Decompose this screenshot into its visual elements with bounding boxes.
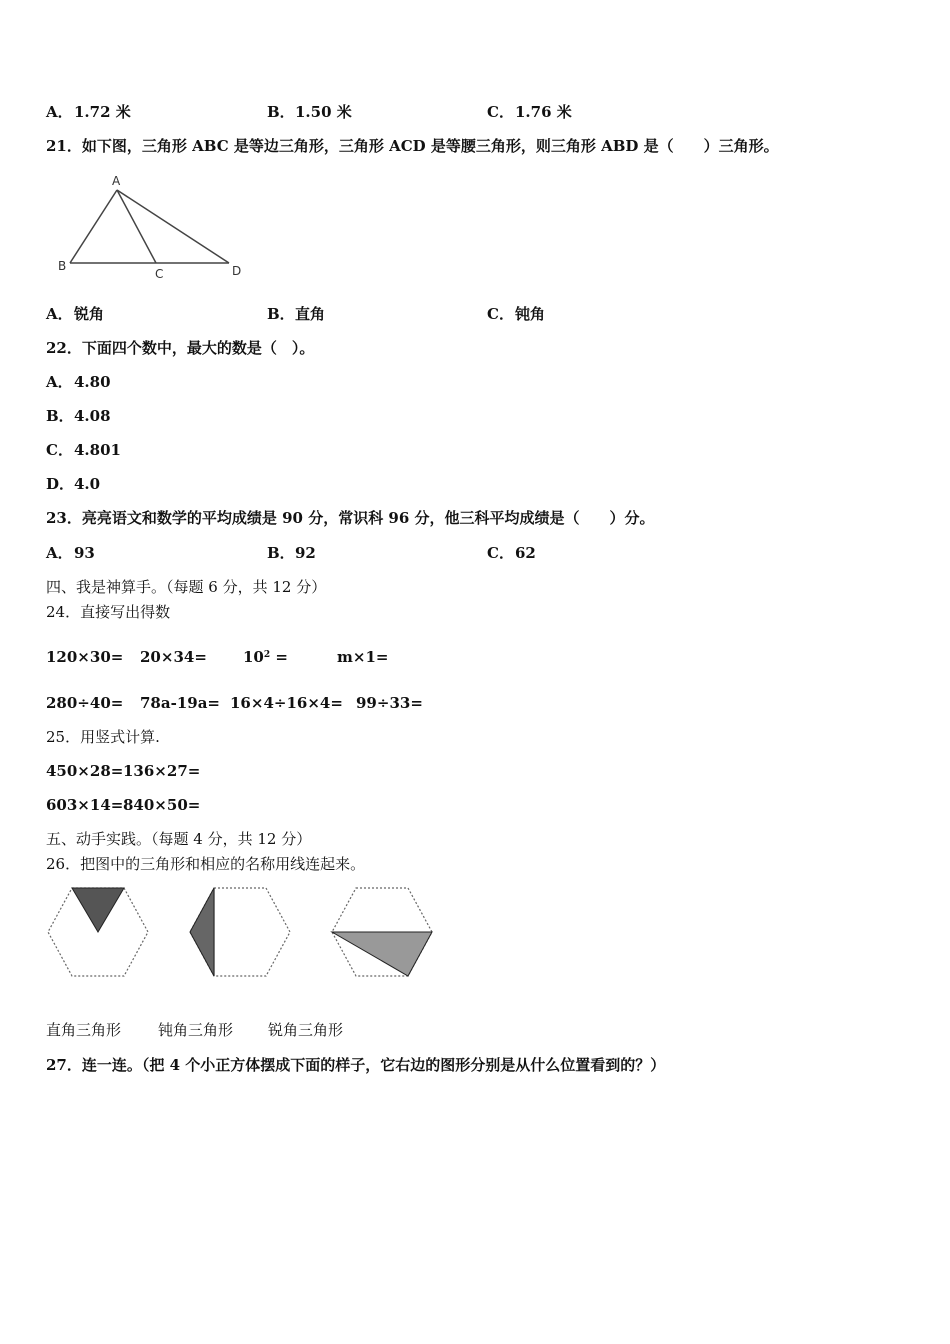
q23-option-b[interactable] (267, 543, 316, 563)
calc-item: 840×50= (123, 796, 201, 814)
q25-question: 25．用竖式计算. (46, 728, 160, 746)
q22-option-b[interactable] (46, 406, 111, 426)
calc-item: 136×27= (123, 762, 201, 780)
q21-option-b[interactable] (267, 304, 325, 324)
option-label: C． (46, 441, 73, 459)
q26-question: 26．把图中的三角形和相应的名称用线连起来。 (46, 855, 366, 873)
vertex-label-a: A (112, 174, 121, 188)
segment-ac (117, 190, 156, 263)
option-text: 62 (515, 544, 536, 562)
power-equals: = (270, 648, 288, 666)
segment-ad (117, 190, 229, 263)
option-label: A． (46, 544, 73, 562)
option-label: B． (46, 407, 74, 425)
option-label: A． (46, 373, 73, 391)
calc-item: 450×28= (46, 762, 124, 780)
q22-question: 22．下面四个数中，最大的数是（ ）。 (46, 339, 315, 357)
option-text: 直角 (295, 305, 326, 323)
q22-option-d[interactable] (46, 474, 100, 494)
q21-question: 21．如下图，三角形 ABC 是等边三角形，三角形 ACD 是等腰三角形，则三角形 ABD 是（ ）三角形。 (46, 137, 779, 155)
option-text: 1.50 米 (295, 103, 352, 121)
q27-question: 27．连一连。（把 4 个小正方体摆成下面的样子，它右边的图形分别是从什么位置看到的？） (46, 1056, 666, 1074)
q22-option-c[interactable] (46, 440, 121, 460)
option-label: B． (267, 305, 295, 323)
triangle-figure (52, 172, 252, 282)
calc-item: m×1= (337, 648, 389, 666)
option-text: 1.76 米 (515, 103, 572, 121)
vertex-label-c: C (155, 267, 164, 281)
option-text: 4.0 (74, 475, 101, 493)
shaded-triangle (332, 932, 432, 976)
calc-item: 603×14= (46, 796, 124, 814)
calc-item: 16×4÷16×4= (230, 694, 343, 712)
q24-question: 24．直接写出得数 (46, 603, 171, 621)
option-label: B． (267, 103, 295, 121)
calc-item: 99÷33= (356, 694, 423, 712)
shaded-triangle (190, 888, 214, 976)
vertex-label-d: D (232, 264, 242, 278)
q20-option-c[interactable] (487, 102, 572, 122)
power-exponent: 2 (263, 650, 271, 660)
vertex-label-b: B (58, 259, 67, 273)
q20-option-a[interactable] (46, 102, 131, 122)
calc-item: 78a-19a= (140, 694, 220, 712)
q20-option-b[interactable] (267, 102, 352, 122)
hexagon-figure-3 (328, 884, 438, 980)
option-text: 钝角 (515, 305, 546, 323)
q22-option-a[interactable] (46, 372, 111, 392)
section-five-heading: 五、动手实践。（每题 4 分，共 12 分） (46, 830, 312, 848)
calc-item: 120×30= (46, 648, 124, 666)
option-label: A． (46, 103, 73, 121)
q21-option-a[interactable] (46, 304, 104, 324)
q23-option-c[interactable] (487, 543, 536, 563)
q23-option-a[interactable] (46, 543, 95, 563)
option-text: 4.80 (74, 373, 111, 391)
option-text: 1.72 米 (74, 103, 131, 121)
shaded-triangle (72, 888, 124, 932)
option-text: 锐角 (74, 305, 105, 323)
option-label: C． (487, 544, 514, 562)
section-four-heading: 四、我是神算手。（每题 6 分，共 12 分） (46, 578, 327, 596)
option-label: C． (487, 103, 514, 121)
option-label: B． (267, 544, 295, 562)
option-text: 93 (74, 544, 95, 562)
calc-item: 280÷40= (46, 694, 124, 712)
option-text: 4.801 (74, 441, 121, 459)
hexagon-figure-2 (186, 884, 296, 980)
hexagon-figure-1 (44, 884, 154, 980)
calc-item: 20×34= (140, 648, 207, 666)
calc-item-power (243, 647, 288, 667)
q23-question: 23．亮亮语文和数学的平均成绩是 90 分，常识科 96 分，他三科平均成绩是（ ）分。 (46, 509, 655, 527)
option-label: D． (46, 475, 75, 493)
power-base: 10 (243, 648, 264, 666)
option-label: C． (487, 305, 514, 323)
option-text: 4.08 (74, 407, 111, 425)
q21-option-c[interactable] (487, 304, 545, 324)
triangle-name-right: 直角三角形 (46, 1021, 122, 1039)
option-text: 92 (295, 544, 316, 562)
option-label: A． (46, 305, 73, 323)
segment-ab (70, 190, 117, 263)
triangle-name-acute: 锐角三角形 (268, 1021, 344, 1039)
triangle-name-obtuse: 钝角三角形 (158, 1021, 234, 1039)
